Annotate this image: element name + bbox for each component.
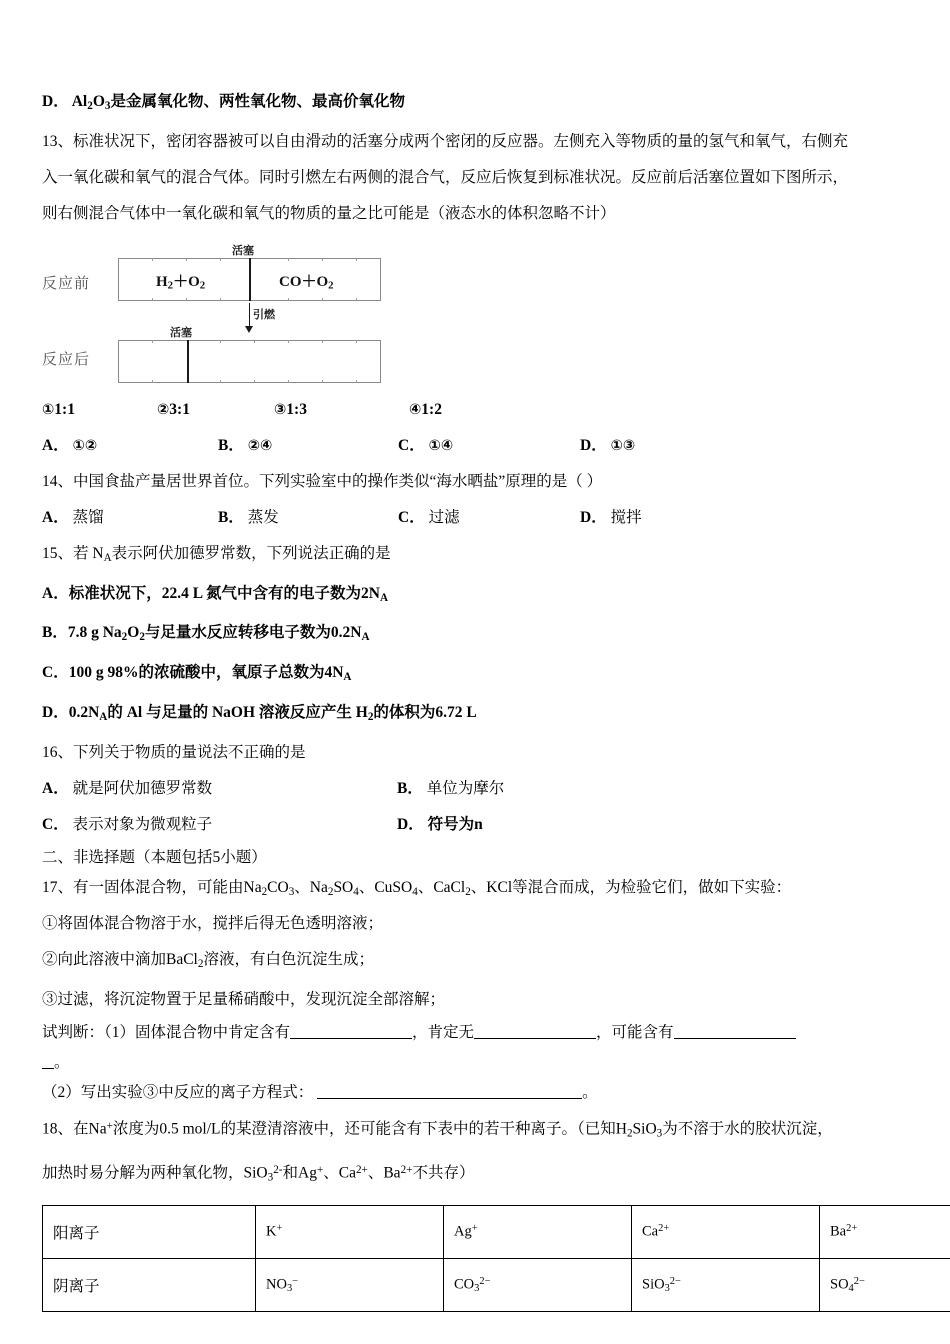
q17-sub2-prefix: （2）写出实验③中反应的离子方程式： bbox=[42, 1084, 314, 1102]
q14-option-a[interactable] bbox=[42, 500, 218, 536]
q17-sub1-mid-2: ，可能含有 bbox=[596, 1024, 674, 1042]
piston-label-bottom: 活塞 bbox=[170, 326, 192, 339]
q13-ratio-list bbox=[42, 392, 908, 428]
gas-left-label: $H_2+O_2$ bbox=[156, 273, 206, 292]
question-15 bbox=[42, 536, 908, 735]
q17-sub1-mid-1: ，肯定无 bbox=[412, 1024, 475, 1042]
q17-step-3: ③过滤，将沉淀物置于足量稀硝酸中，发现沉淀全部溶解； bbox=[42, 991, 446, 1009]
ratio-marker-3: ③ bbox=[274, 401, 287, 418]
q14-options bbox=[42, 500, 908, 536]
option-text: ①③ bbox=[610, 437, 636, 454]
option-label: D． bbox=[397, 815, 424, 833]
option-label: A． bbox=[42, 508, 69, 526]
option-label: C． bbox=[42, 815, 69, 833]
ratio-item-1 bbox=[42, 392, 157, 428]
ratio-marker-1: ① bbox=[42, 401, 55, 418]
page-content bbox=[42, 84, 908, 1312]
q17-sub-question-2 bbox=[42, 1078, 908, 1108]
q15-option-d[interactable]: D．$0.2N_A$的 Al 与足量的 NaOH 溶液反应产生 $H_2$的体积为6.72 L bbox=[42, 703, 477, 723]
option-label: B． bbox=[218, 436, 244, 454]
q13-piston-figure bbox=[42, 240, 462, 388]
q18-ion-table bbox=[42, 1205, 950, 1312]
q17-sub2-tail: 。 bbox=[582, 1084, 598, 1102]
anion-cell-2: $CO_3^{2-}$ bbox=[444, 1259, 632, 1312]
cation-cell-1: K+ bbox=[256, 1206, 444, 1259]
ratio-marker-2: ② bbox=[157, 401, 170, 418]
option-text: ①② bbox=[72, 437, 98, 454]
ratio-value-3: 1:3 bbox=[286, 400, 307, 418]
cation-cell-3: $Ca^{2+}$ bbox=[632, 1206, 820, 1259]
q13-option-a[interactable] bbox=[42, 428, 218, 464]
figure-after-label: 反应后 bbox=[42, 350, 91, 368]
ignition-arrow-label: 引燃 bbox=[253, 308, 275, 321]
q15-option-b[interactable]: B．7.8 g $Na_2O_2$与足量水反应转移电子数为$0.2N_A$ bbox=[42, 624, 370, 644]
q17-step-2: ②向此溶液中滴加BaCl$_2$溶液，有白色沉淀生成； bbox=[42, 951, 374, 971]
q17-blank-2[interactable] bbox=[474, 1024, 596, 1040]
q17-blank-3[interactable] bbox=[674, 1024, 796, 1040]
q15-stem: 15、若 $N_A$表示阿伏加德罗常数，下列说法正确的是 bbox=[42, 544, 391, 564]
figure-after-container bbox=[118, 340, 381, 383]
anion-cell-4: $SO_4^{2-}$ bbox=[820, 1259, 950, 1312]
question-17 bbox=[42, 873, 908, 1109]
q14-option-d[interactable] bbox=[580, 500, 642, 536]
row-label-cations: 阳离子 bbox=[43, 1206, 256, 1259]
option-text: 符号为n bbox=[427, 815, 483, 833]
gas-right-label: $CO+O_2$ bbox=[279, 273, 334, 292]
q17-step-1: ①将固体混合物溶于水，搅拌后得无色透明溶液； bbox=[42, 915, 384, 933]
option-text: 过滤 bbox=[428, 508, 460, 526]
cation-cell-2: Ag+ bbox=[444, 1206, 632, 1259]
q16-option-c[interactable] bbox=[42, 807, 397, 843]
question-14 bbox=[42, 464, 908, 536]
q16-options-row-2 bbox=[42, 807, 908, 843]
option-label: B． bbox=[397, 779, 423, 797]
q17-sub1-prefix: 试判断：（1）固体混合物中肯定含有 bbox=[42, 1024, 291, 1042]
q17-sub-question-1-wrap bbox=[42, 1048, 908, 1078]
ratio-item-4 bbox=[409, 392, 442, 428]
ratio-value-1: 1:1 bbox=[54, 400, 75, 418]
q17-stem: 17、有一固体混合物，可能由$Na_2CO_3$、$Na_2SO_4$、CuSO$_4$、CaCl$_2$、KCl等混合而成，为检验它们，做如下实验： bbox=[42, 878, 792, 898]
option-label: B． bbox=[218, 508, 244, 526]
option-text: 搅拌 bbox=[610, 508, 642, 526]
piston-divider-after bbox=[187, 340, 189, 383]
option-label: A． bbox=[42, 436, 69, 454]
q15-option-c[interactable]: C．100 g 98%的浓硫酸中，氧原子总数为$4N_A$ bbox=[42, 664, 352, 683]
q16-stem: 16、下列关于物质的量说法不正确的是 bbox=[42, 743, 306, 761]
q13-option-d[interactable] bbox=[580, 428, 635, 464]
q13-stem-line-2: 入一氧化碳和氧气的混合气体。同时引燃左右两侧的混合气，反应后恢复到标准状况。反应前后活塞位置如下图所示， bbox=[42, 168, 849, 186]
question-16 bbox=[42, 735, 908, 843]
q17-blank-4[interactable] bbox=[317, 1084, 582, 1100]
q14-option-c[interactable] bbox=[398, 500, 580, 536]
q17-blank-3-wrap[interactable] bbox=[42, 1054, 54, 1070]
option-label: D． bbox=[580, 436, 607, 454]
anion-cell-1: $NO_3^-$ bbox=[256, 1259, 444, 1312]
q13-option-c[interactable] bbox=[398, 428, 580, 464]
section-2-heading: 二、非选择题（本题包括5小题） bbox=[42, 848, 267, 866]
q16-option-d[interactable] bbox=[397, 807, 483, 843]
cation-cell-4: $Ba^{2+}$ bbox=[820, 1206, 950, 1259]
option-label: C． bbox=[398, 436, 425, 454]
figure-before-label: 反应前 bbox=[42, 274, 91, 292]
ratio-value-2: 3:1 bbox=[169, 400, 190, 418]
q15-option-a[interactable]: A．标准状况下，22.4 L 氮气中含有的电子数为$2N_A$ bbox=[42, 584, 389, 604]
row-label-anions: 阴离子 bbox=[43, 1259, 256, 1312]
ratio-item-2 bbox=[157, 392, 274, 428]
q18-stem-line-1: 18、在Na+浓度为0.5 mol/L的某澄清溶液中，还可能含有下表中的若干种离子。（已知$H_2SiO_3$为不溶于水的胶状沉淀， bbox=[42, 1120, 833, 1140]
question-18 bbox=[42, 1108, 908, 1312]
option-text: 就是阿伏加德罗常数 bbox=[72, 779, 213, 797]
q16-options-row-1 bbox=[42, 771, 908, 807]
option-label: A． bbox=[42, 779, 69, 797]
previous-question-option-d bbox=[42, 84, 908, 124]
piston-divider-before bbox=[249, 258, 251, 301]
q17-sub1-tail: 。 bbox=[54, 1054, 70, 1072]
q13-options bbox=[42, 428, 908, 464]
q17-blank-1[interactable] bbox=[290, 1024, 412, 1040]
q13-stem-line-3: 则右侧混合气体中一氧化碳和氧气的物质的量之比可能是（液态水的体积忽略不计） bbox=[42, 204, 616, 222]
option-text: 单位为摩尔 bbox=[426, 779, 505, 797]
option-label: C． bbox=[398, 508, 425, 526]
q16-option-a[interactable] bbox=[42, 771, 397, 807]
q13-option-b[interactable] bbox=[218, 428, 398, 464]
table-row bbox=[43, 1206, 950, 1259]
table-row bbox=[43, 1259, 950, 1312]
question-13 bbox=[42, 124, 908, 464]
q16-option-b[interactable] bbox=[397, 771, 504, 807]
option-label: D． bbox=[580, 508, 607, 526]
option-text: 表示对象为微观粒子 bbox=[72, 815, 213, 833]
piston-label-top: 活塞 bbox=[232, 244, 254, 257]
option-text: 蒸馏 bbox=[72, 508, 104, 526]
ratio-marker-4: ④ bbox=[409, 401, 422, 418]
q18-stem-line-2: 加热时易分解为两种氧化物，SiO$_3^{2-}$和Ag+、$Ca^{2+}$、$Ba^{2+}$不共存） bbox=[42, 1163, 475, 1184]
q17-sub-question-1 bbox=[42, 1018, 908, 1048]
option-text: ②④ bbox=[247, 437, 273, 454]
option-label: D． bbox=[42, 93, 69, 110]
option-text: ①④ bbox=[428, 437, 454, 454]
ratio-value-4: 1:2 bbox=[421, 400, 442, 418]
ignition-arrow-head bbox=[245, 326, 253, 333]
anion-cell-3: SiO$_3^{2-}$ bbox=[632, 1259, 820, 1312]
q14-option-b[interactable] bbox=[218, 500, 398, 536]
ratio-item-3 bbox=[274, 392, 409, 428]
q14-stem: 14、中国食盐产量居世界首位。下列实验室中的操作类似“海水晒盐”原理的是（ ） bbox=[42, 472, 603, 490]
q13-stem-line-1: 13、标准状况下，密闭容器被可以自由滑动的活塞分成两个密闭的反应器。左侧充入等物质的量的氢气和氧气，右侧充 bbox=[42, 132, 849, 150]
option-text: $Al_2O_3$是金属氧化物、两性氧化物、最高价氧化物 bbox=[71, 93, 405, 112]
option-text: 蒸发 bbox=[247, 508, 279, 526]
ignition-arrow-line bbox=[249, 303, 250, 327]
